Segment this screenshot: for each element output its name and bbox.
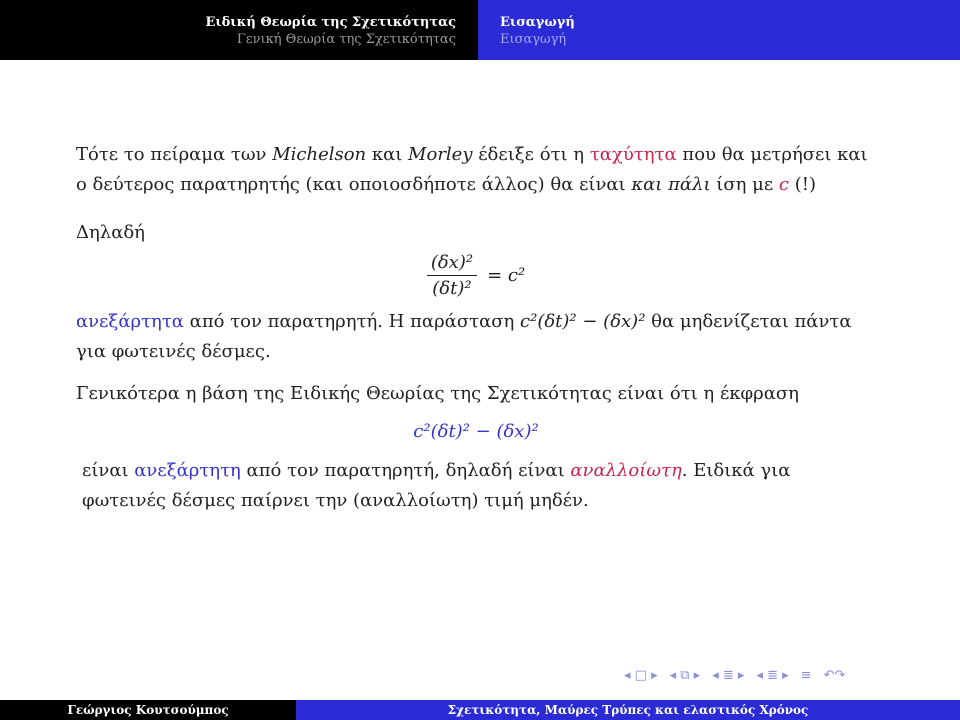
text: έδειξε ότι η bbox=[472, 144, 590, 165]
nav-subsection-icon[interactable]: ◂ ⧉ ▸ bbox=[669, 668, 701, 683]
paragraph-namely: Δηλαδή bbox=[76, 222, 145, 243]
nav-align-icon[interactable]: ≡ bbox=[800, 668, 812, 683]
text: ίση με bbox=[710, 174, 779, 195]
paragraph-general: Γενικότερα η βάση της Ειδικής Θεωρίας της Σχετικότητας είναι ότι η έκφραση bbox=[76, 383, 799, 404]
fraction bbox=[427, 252, 477, 299]
equation-rhs: = c² bbox=[487, 265, 526, 286]
text: από τον παρατηρητή, δηλαδή είναι bbox=[240, 460, 571, 481]
symbol-c: c bbox=[778, 174, 789, 195]
nav-frame-icon[interactable]: ◂ □ ▸ bbox=[624, 668, 658, 683]
highlight-invariant: αναλλοίωτη bbox=[570, 460, 682, 481]
beamer-navigation bbox=[624, 668, 845, 683]
section-link-special-relativity[interactable]: Ειδική Θεωρία της Σχετικότητας bbox=[205, 15, 456, 30]
text: . Ειδικά για φωτεινές δέσμες παίρνει την (αναλλοίωτη) τιμή μηδέν. bbox=[82, 460, 791, 511]
footer-title: Σχετικότητα, Μαύρες Τρύπες και ελαστικός Χρόνος bbox=[296, 700, 960, 720]
subsection-link-intro-current[interactable]: Εισαγωγή bbox=[500, 15, 575, 30]
paragraph-michelson bbox=[76, 140, 876, 200]
fraction-numerator: (δx)² bbox=[427, 252, 477, 276]
slide-body bbox=[76, 140, 876, 516]
fraction-denominator: (δt)² bbox=[432, 278, 472, 299]
text: είναι bbox=[82, 460, 135, 481]
highlight-independent: ανεξάρτητα bbox=[76, 311, 184, 332]
footer bbox=[0, 700, 960, 720]
nav-section-alt-icon[interactable]: ◂ ≣ ▸ bbox=[756, 668, 789, 683]
top-header bbox=[0, 0, 960, 60]
highlight-velocity: ταχύτητα bbox=[589, 144, 677, 165]
paragraph-independent bbox=[76, 307, 876, 367]
text: που θα μετρήσει και ο δεύτερος παρατηρητής (και οποιοσδήποτε άλλος) θα είναι bbox=[76, 144, 868, 195]
inline-expression: c²(δt)² − (δx)² bbox=[520, 311, 646, 332]
name-michelson: Michelson bbox=[272, 144, 367, 165]
nav-back-forward-icon[interactable]: ↶↷ bbox=[823, 668, 846, 683]
text: θα μηδενίζεται πάντα για φωτεινές δέσμες. bbox=[76, 311, 852, 362]
text: και bbox=[366, 144, 409, 165]
highlight-independent: ανεξάρτητη bbox=[134, 460, 241, 481]
section-link-general-relativity[interactable]: Γενική Θεωρία της Σχετικότητας bbox=[236, 32, 456, 47]
name-morley: Morley bbox=[408, 144, 473, 165]
nav-section-icon[interactable]: ◂ ≣ ▸ bbox=[712, 668, 745, 683]
text: (!) bbox=[788, 174, 816, 195]
equation-interval: c²(δt)² − (δx)² bbox=[413, 421, 539, 442]
footer-author: Γεώργιος Κουτσούμπος bbox=[0, 700, 296, 720]
header-subsections bbox=[478, 0, 960, 60]
paragraph-invariant bbox=[76, 456, 876, 516]
text: από τον παρατηρητή. Η παράσταση bbox=[183, 311, 521, 332]
subsection-link-intro[interactable]: Εισαγωγή bbox=[500, 32, 567, 47]
header-sections bbox=[0, 0, 478, 60]
text: Τότε το πείραμα των bbox=[76, 144, 273, 165]
emphasis-again: και πάλι bbox=[631, 174, 711, 195]
equation-ratio bbox=[76, 252, 876, 299]
